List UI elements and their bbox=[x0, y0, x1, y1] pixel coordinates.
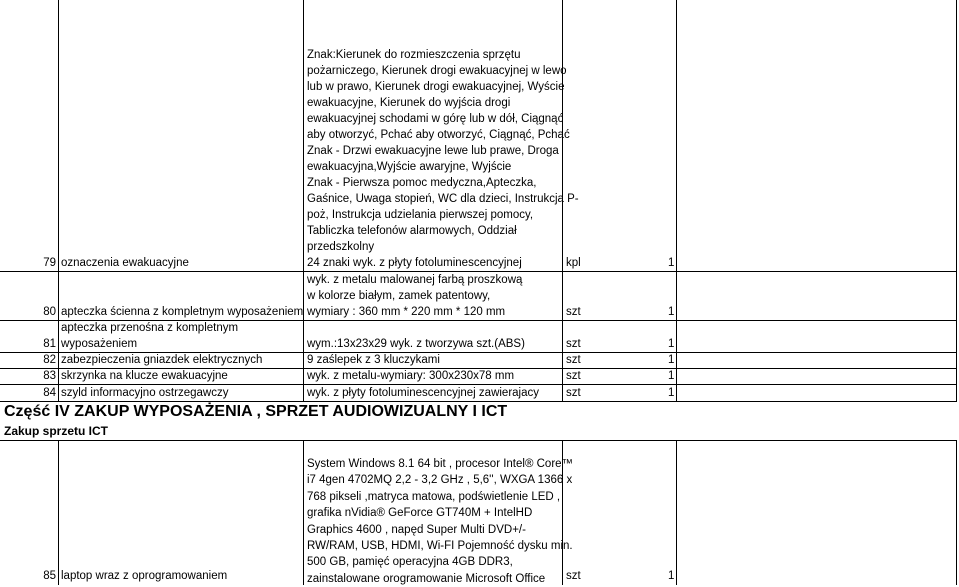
row-number: 85 bbox=[43, 570, 56, 582]
item-description: wyk. z metalu malowanej farbą proszkową w kolorze białym, zamek patentowy, wymiary : 360 mm * 220 mm * 120 mm bbox=[307, 274, 523, 318]
item-name: laptop wraz z oprogramowaniem bbox=[61, 570, 228, 582]
item-name: skrzynka na klucze ewakuacyjne bbox=[61, 370, 228, 382]
item-quantity: 1 bbox=[668, 387, 675, 399]
item-quantity: 1 bbox=[668, 370, 675, 382]
row-number: 79 bbox=[43, 257, 56, 269]
item-description: wym.:13x23x29 wyk. z tworzywa szt.(ABS) bbox=[307, 338, 525, 350]
grid-line bbox=[0, 401, 957, 402]
item-name: apteczka ścienna z kompletnym wyposażeniem bbox=[61, 306, 304, 318]
item-description: wyk. z metalu-wymiary: 300x230x78 mm bbox=[307, 370, 515, 382]
row-number: 83 bbox=[43, 370, 56, 382]
grid-line bbox=[956, 440, 957, 585]
grid-line bbox=[676, 440, 677, 585]
item-name: oznaczenia ewakuacyjne bbox=[61, 257, 189, 269]
grid-line bbox=[303, 0, 304, 402]
item-description: System Windows 8.1 64 bit , procesor Intel® Core™ i7 4gen 4702MQ 2,2 - 3,2 GHz , 5,6'', WXGA 1366 x 768 pikseli ,matryca matowa, podświetlenie LED , grafika nVidia® GeForce GT740M + IntelHD Graphics 4600 , napęd Super Multi DVD+/- RW/RAM, USB, HDMI, Wi-FI Pojemność dysku min. 500 GB, pamięć operacyjna 4GB DDR3, zainstalowane orogramowanie Microsoft Office bbox=[307, 458, 574, 585]
grid-line bbox=[0, 440, 957, 441]
item-unit: szt bbox=[566, 570, 581, 582]
row-number: 81 bbox=[43, 338, 56, 350]
grid-line bbox=[676, 0, 677, 402]
grid-line bbox=[303, 440, 304, 585]
item-unit: kpl bbox=[566, 257, 581, 269]
item-quantity: 1 bbox=[668, 570, 675, 582]
item-name: apteczka przenośna z kompletnym wyposażeniem bbox=[61, 322, 239, 350]
item-unit: szt bbox=[566, 387, 581, 399]
item-name: zabezpieczenia gniazdek elektrycznych bbox=[61, 354, 263, 366]
section-title: Część IV ZAKUP WYPOSAŻENIA , SPRZET AUDIOWIZUALNY I ICT bbox=[4, 403, 508, 420]
row-number: 84 bbox=[43, 387, 56, 399]
item-description: Znak:Kierunek do rozmieszczenia sprzętu pożarniczego, Kierunek drogi ewakuacyjnej w lewo lub w prawo, Kierunek drogi ewakuacyjnej, Wyście ewakuacyjne, Kierunek do wyjścia drogi ewakuacyjnej schodami w górę lub w dół, Ciągnąć aby otworzyć, Pchać aby otworzyć, Ciągnąć, Pchać Znak - Drzwi ewakuacyjne lewe lub prawe, Droga ewakuacyjna,Wyjście awaryjne, Wyjście Znak - Pierwsza pomoc medyczna,Apteczka, Gaśnice, Uwaga stopień, WC dla dzieci, Instrukcja P- poż, Instrukcja udzielania pierwszej pomocy, Tabliczka telefonów alarmowych, Oddział przedszkolny 24 znaki wyk. z płyty fotoluminescencyjnej bbox=[307, 49, 579, 269]
item-unit: szt bbox=[566, 370, 581, 382]
item-unit: szt bbox=[566, 354, 581, 366]
item-unit: szt bbox=[566, 306, 581, 318]
grid-line bbox=[58, 0, 59, 402]
grid-line bbox=[956, 0, 957, 402]
row-number: 80 bbox=[43, 306, 56, 318]
section-subtitle: Zakup sprzetu ICT bbox=[4, 424, 109, 438]
item-description: wyk. z płyty fotoluminescencyjnej zawierajacy bbox=[307, 387, 540, 399]
item-name: szyld informacyjno ostrzegawczy bbox=[61, 387, 229, 399]
item-quantity: 1 bbox=[668, 338, 675, 350]
row-number: 82 bbox=[43, 354, 56, 366]
item-description: 9 zaślepek z 3 kluczykami bbox=[307, 354, 440, 366]
grid-line bbox=[58, 440, 59, 585]
item-unit: szt bbox=[566, 338, 581, 350]
item-quantity: 1 bbox=[668, 257, 675, 269]
item-quantity: 1 bbox=[668, 306, 675, 318]
item-quantity: 1 bbox=[668, 354, 675, 366]
